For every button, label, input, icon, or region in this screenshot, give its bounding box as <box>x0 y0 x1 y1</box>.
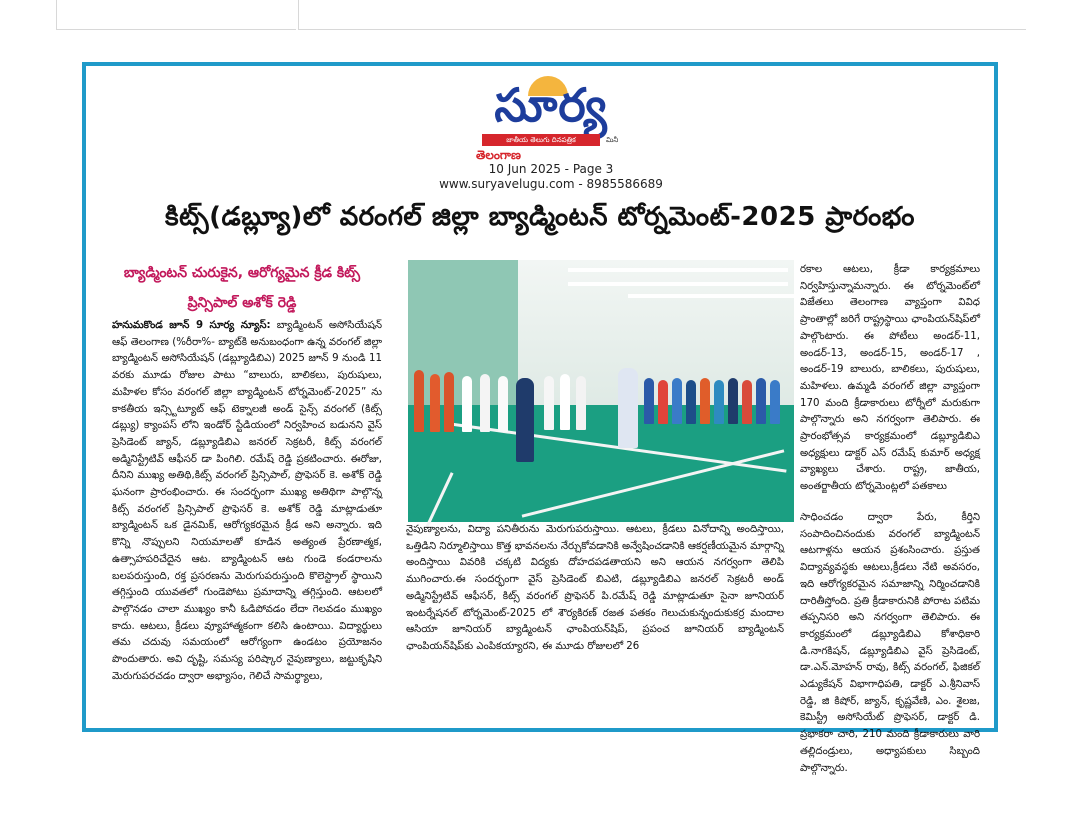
browser-tab-left <box>56 0 296 30</box>
person <box>430 374 440 432</box>
date-page: 10 Jun 2025 - Page 3 <box>488 162 614 176</box>
publication-info <box>386 162 716 192</box>
article-column-2: నైపుణ్యాలను, విద్యా పనితీరును మెరుగుపరుస్తాయి. ఆటలు, క్రీడలు వినోదాన్ని అందిస్తాయి, ఒత్తిడిని నిర్మూలిస్తాయి కొత్త భావనలను నేర్చుకోవడానికి అన్వేషించడానికి ఆకర్షణీయమైన మార్గాన్ని అందిస్తాయి వివరికి చక్కటి విద్యకు దోహదపడతాయని అని ఆయన నగర్వంగా తెలిపి ముగించారు.ఈ సందర్భంగా వైస్ ప్రెసిడెంట్ బిఎటి, డబ్ల్యూడిబిఎ జనరల్ సెక్రటరీ అండ్ అడ్మినిస్ట్రేటివ్ ఆఫీసర్, కిట్స్ వరంగల్ ప్రొఫెసర్ పి.రమేష్ రెడ్డి మాట్లాడుతూ సైనా జూనియర్ ఇంటర్నేషనల్ టోర్నమెంట్-2025 లో శౌర్యకిరణ్ రజత పతకం గెలుచుకున్నందుకుకర్ర మందాల ఆసియా జూనియర్ బ్యాడ్మింటన్ ఛాంపియన్‌షిప్, ప్రపంచ జూనియర్ బ్యాడ్మింటన్ ఛాంపియన్‌షిప్‌కు ఎంపికయ్యారని, ఈ మూడు రోజులలో 26 <box>406 524 784 652</box>
badminton-event-photo-icon <box>408 260 794 522</box>
article-column-1 <box>112 318 382 718</box>
player-left <box>516 378 534 462</box>
masthead-edition: తెలంగాణ <box>476 148 521 162</box>
subheadline-line1: బ్యాడ్మింటన్ చురుకైన, ఆరోగ్యమైన క్రీడ కిట్స్ <box>123 265 361 281</box>
person <box>728 378 738 424</box>
website-contact: www.suryavelugu.com - 8985586689 <box>439 177 663 191</box>
person <box>444 372 454 432</box>
person <box>414 370 424 432</box>
photo-crowd <box>408 370 794 440</box>
person <box>498 376 508 432</box>
masthead-small: మినీ <box>606 136 619 144</box>
browser-tab-right <box>298 0 1026 30</box>
masthead-title: సూర్య <box>494 78 608 132</box>
person <box>576 376 586 430</box>
person <box>672 378 682 424</box>
subheadline <box>104 258 380 318</box>
article-column-4: సాధించడం ద్వారా పేరు, కీర్తిని సంపాదించినందుకు వరంగల్ బ్యాడ్మింటన్ ఆటగాళ్లను ఆయన ప్రశంసించారు. ప్రస్తుత విద్యావ్యవస్థకు ఆటలు,క్రీడలు నేటి అవసరం, ఇది ఆరోగ్యకరమైన సమాజాన్ని నిర్మించడానికి దారితీస్తోంది. ప్రతి క్రీడాకారునికి పోరాట పటిమ తప్పనిసరి అని నగర్వంగా తెలిపారు. ఈ కార్యక్రమంలో డబ్ల్యూడిబిఎ కోశాధికారి డి.నాగకిషన్, డబ్ల్యూడిబిఎ వైస్ ప్రెసిడెంట్, డా.ఎన్.మోహన్ రావు, కిట్స్ వరంగల్, ఫిజికల్ ఎడ్యుకేషన్ విభాగాధిపతి, డాక్టర్ ఎ.శ్రీనివాస్ రెడ్డి, జి కిషోర్, జ్యాన్, కృష్ణవేణి, ఎం. శైలజ, కెమిస్ట్రీ అసోసియేట్ ప్రొఫెసర్, డాక్టర్ డి. ప్రభాకరా చారి, 210 మంది క్రీడాకారులు వారి తల్లిదండ్రులు, అధ్యాపకులు సిబ్బంది పాల్గొన్నారు. <box>800 512 980 774</box>
masthead-tagline: జాతీయ తెలుగు దినపత్రిక <box>482 134 600 146</box>
player-right <box>618 368 638 448</box>
person <box>686 380 696 424</box>
subheadline-line2: ప్రిన్సిపాల్ అశోక్ రెడ్డి <box>187 295 297 311</box>
photo-lights <box>568 268 788 272</box>
person <box>544 376 554 430</box>
person <box>700 378 710 424</box>
person <box>644 378 654 424</box>
article-dateline: హనుమకొండ జూన్ 9 సూర్య న్యూస్: <box>112 320 271 331</box>
person <box>714 380 724 424</box>
newspaper-clipping <box>82 62 998 774</box>
person <box>560 374 570 430</box>
article-column-1-text: బ్యాడ్మింటన్ అసోసియేషన్ ఆఫ్ తెలంగాణ (%రీరా%- బ్యాట్‌కి అనుబంధంగా ఉన్న వరంగల్ జిల్లా బ్యాడ్మింటన్ అసోసియేషన్ (డబ్ల్యూడిబిఎ) 2025 జూన్ 9 నుండి 11 వరకు మూడు రోజుల పాటు “బాలురు, బాలికలు, పురుషులు, మహిళల కోసం వరంగల్ జిల్లా బ్యాడ్మింటన్ టోర్నమెంట్-2025” ను కాకతీయ ఇన్స్టిట్యూట్ ఆఫ్ టెక్నాలజీ అండ్ సైన్స్ వరంగల్ (కిట్స్ డబ్ల్యు) క్యాంపస్ లోని ఇండోర్ స్టేడియంలో నిర్వహించ బడునని వైస్ ప్రెసిడెంట్ జ్యాన్, డబ్ల్యూడిబిఎ జనరల్ సెక్రటరీ, కిట్స్ వరంగల్ అడ్మినిస్ట్రేటివ్ ఆఫీసర్ డా పింగిలి. రమేష్ రెడ్డి ప్రకటించారు. ఈరోజు, దీనిని ముఖ్య అతిథి,కిట్స్ వరంగల్ ప్రిన్సిపాల్, ప్రొఫెసర్ కె. అశోక్ రెడ్డి ఘనంగా ప్రారంభించారు. ఈ సందర్భంగా ముఖ్య అతిథిగా పాల్గొన్న కిట్స్ వరంగల్ ప్రిన్సిపాల్ ప్రొఫెసర్ కె. అశోక్ రెడ్డి మాట్లాడుతూ బ్యాడ్మింటన్ ఒక డైనమిక్, ఆరోగ్యకరమైన క్రీడ అని అన్నారు. ఇది కొన్ని నొప్పులని నియమాలతో కూడిన అత్యంత ప్రేరణాత్మక, ఉత్సాహపరిచేదైన ఆట. బ్యాడ్మింటన్ ఆట గుండె కండరాలను బలపరుస్తుంది, రక్త ప్రసరణను మెరుగుపరుస్తుంది కొలెస్ట్రాల్ స్థాయిని తగ్గిస్తుంది యువతలో గుండెపోటు ప్రమాదాన్ని తగ్గిస్తుంది. ఆటలలో పాల్గొనడం చాలా ముఖ్యం కానీ ఓడిపోవడం లేదా గెలవడం ముఖ్యం కాదు. ఆటలు, క్రీడలు వ్యూహాత్మకంగా కలిసి ఉంటాయి. విద్యార్థులు తమ చదువు సమయంలో ఆరోగ్యంగా ఉండటం ప్రయోజనం పొందుతారు. అవి దృష్టి, సమస్య పరిష్కార నైపుణ్యాలు, జట్టుకృషిని మెరుగుపరచడం ద్వారా అభ్యాసం, గెలిచే సామర్థ్యాలు, <box>112 320 382 682</box>
person <box>756 378 766 424</box>
headline: కిట్స్(డబ్ల్యూ)లో వరంగల్ జిల్లా బ్యాడ్మింటన్ టోర్నమెంట్-2025 ప్రారంభం <box>165 202 915 232</box>
person <box>462 376 472 432</box>
article-column-3: రకాల ఆటలు, క్రీడా కార్యక్రమాలు నిర్వహిస్తున్నామన్నారు. ఈ టోర్నమెంట్‌లో విజేతలు తెలంగాణ వ్యాప్తంగా వివిధ ప్రాంతాల్లో జరిగే రాష్ట్రస్థాయి ఛాంపియన్‌షిప్‌లో పాల్గొంటారు. ఈ పోటీలు అండర్-11, అండర్-13, అండర్-15, అండర్-17 , అండర్-19 బాలురు, బాలికలు, పురుషులు, మహిళలు. ఉమ్మడి వరంగల్ జిల్లా వ్యాప్తంగా 170 మంది క్రీడాకారులు టోర్నీలో మరుకుగా పాల్గొన్నారు అని నగర్వంగా తెలిపారు. ఈ ప్రారంభోత్సవ కార్యక్రమంలో డబ్ల్యూడిబిఎ అధ్యక్షులు డాక్టర్ ఎస్ రమేష్ కుమార్ అధ్యక్ష వ్యాఖ్యలు చేశారు. రాష్ట్ర, జాతీయ, అంతర్జాతీయ టోర్నమెంట్లలో పతకాలు <box>800 264 980 493</box>
person <box>658 380 668 424</box>
masthead-logo <box>456 74 646 162</box>
person <box>770 380 780 424</box>
person <box>480 374 490 432</box>
person <box>742 380 752 424</box>
